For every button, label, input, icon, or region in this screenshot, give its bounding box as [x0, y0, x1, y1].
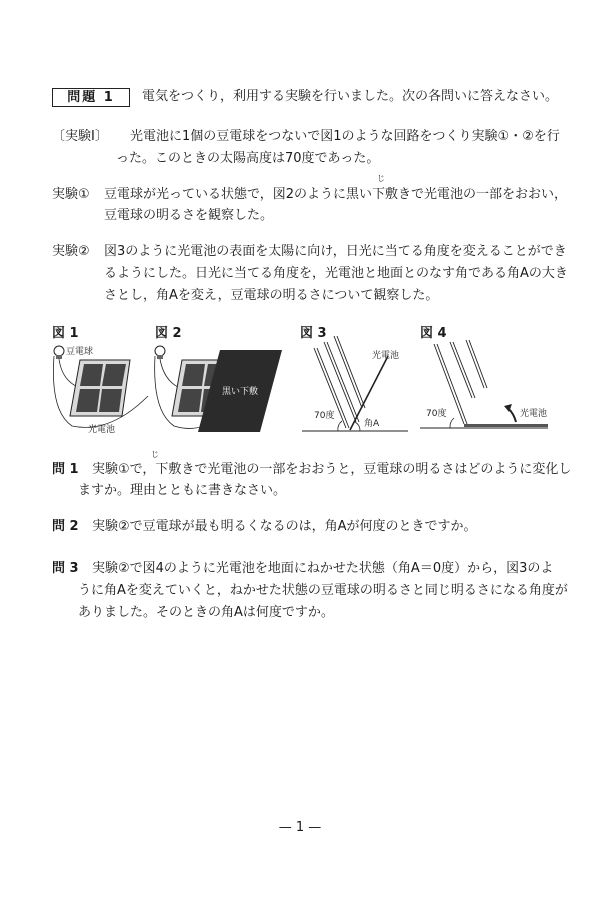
bulb-icon: [155, 346, 165, 359]
problem-number-box: 問題 1: [52, 88, 130, 107]
q2-line-1: 実験②で豆電球が最も明るくなるのは，角Aが何度のときですか。: [92, 519, 477, 534]
exp1-ruby: じ: [377, 174, 385, 183]
fig4-label: 図 4: [420, 326, 447, 341]
figure-3: [300, 336, 410, 436]
experiment-line-1: 光電池に1個の豆電球をつないで図1のような回路をつくり実験①・②を行: [130, 129, 560, 144]
fig1-bulb-label: 豆電球: [66, 347, 94, 357]
figure-2: [150, 336, 290, 436]
q1-line-1: 実験①で，下敷きで光電池の一部をおおうと，豆電球の明るさはどのように変化し: [92, 462, 572, 477]
q1-line-2: ますか。理由とともに書きなさい。: [78, 483, 287, 498]
exp1-line-1: 豆電球が光っている状態で，図2のように黒い下敷きで光電池の一部をおおい，: [104, 187, 568, 202]
fig3-angleA-label: 角A: [364, 419, 380, 429]
q3-line-3: ありました。そのときの角Aは何度ですか。: [78, 605, 334, 620]
fig2-sheet-label: 黒い下敷: [222, 387, 259, 397]
figure-1: [50, 336, 150, 436]
q1-label: 問 1: [52, 462, 79, 477]
fig4-cell-label: 光電池: [520, 409, 548, 419]
q1-ruby: じ: [151, 450, 159, 459]
q3-line-2: うに角Aを変えていくと，ねかせた状態の豆電球の明るさと同じ明るさになる角度が: [78, 583, 568, 598]
exp2-line-1: 図3のように光電池の表面を太陽に向け，日光に当てる角度を変えることができ: [104, 244, 567, 259]
q3-line-1: 実験②で図4のように光電池を地面にねかせた状態（角A＝0度）から，図3のよ: [92, 561, 554, 576]
exp2-line-2: るようにした。日光に当てる角度を，光電池と地面とのなす角である角Aの大き: [104, 266, 568, 281]
experiment-label: 〔実験Ⅰ〕: [52, 129, 108, 144]
fig4-solar-panel: [464, 424, 548, 427]
page-number: — 1 —: [278, 820, 322, 835]
q3-label: 問 3: [52, 561, 79, 576]
fig3-label: 図 3: [300, 326, 327, 341]
exp1-label: 実験①: [52, 187, 90, 202]
fig1-label: 図 1: [52, 326, 79, 341]
experiment-line-2: った。このときの太陽高度は70度であった。: [116, 151, 380, 166]
fig3-angle70-label: 70度: [314, 411, 335, 421]
fig1-cell-label: 光電池: [88, 425, 116, 435]
q2-label: 問 2: [52, 519, 79, 534]
problem-intro: 電気をつくり，利用する実験を行いました。次の各問いに答えなさい。: [142, 89, 559, 104]
exp2-line-3: さとし，角Aを変え，豆電球の明るさについて観察した。: [104, 288, 439, 303]
solar-cell-icon: [70, 360, 130, 416]
exp2-label: 実験②: [52, 244, 90, 259]
exp1-line-2: 豆電球の明るさを観察した。: [104, 208, 274, 223]
fig2-label: 図 2: [155, 326, 182, 341]
bulb-icon: [54, 346, 64, 359]
fig4-angle70-label: 70度: [426, 409, 447, 419]
fig3-cell-label: 光電池: [372, 351, 400, 361]
figure-4: [420, 336, 550, 436]
